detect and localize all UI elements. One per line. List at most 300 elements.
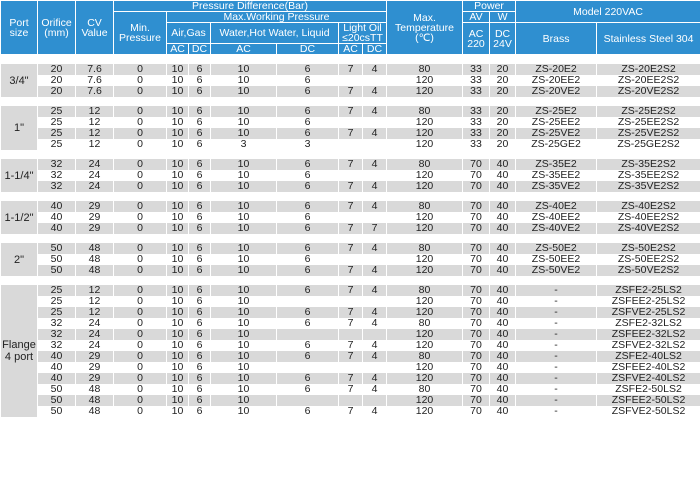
power-dc-cell: 40 — [490, 296, 516, 307]
power-ac-cell: 33 — [463, 139, 490, 150]
water-ac-cell: 10 — [211, 117, 277, 128]
oil-ac-cell — [339, 395, 363, 406]
orifice-cell: 25 — [38, 139, 76, 150]
water-dc-cell: 6 — [277, 86, 339, 97]
header-max-working-pressure: Max.Working Pressure — [167, 12, 387, 23]
water-ac-cell: 10 — [211, 254, 277, 265]
min-pressure-cell: 0 — [114, 329, 167, 340]
oil-dc-cell — [363, 362, 387, 373]
max-temp-cell: 80 — [387, 351, 463, 362]
power-dc-cell: 40 — [490, 223, 516, 234]
table-row — [1, 243, 700, 254]
water-dc-cell: 6 — [277, 373, 339, 384]
model-brass-cell: - — [516, 340, 597, 351]
model-ss304-cell: ZS-35E2S2 — [597, 159, 700, 170]
min-pressure-cell: 0 — [114, 64, 167, 75]
oil-ac-cell: 7 — [339, 106, 363, 117]
model-ss304-cell: ZSFVE2-32LS2 — [597, 340, 700, 351]
max-temp-cell: 80 — [387, 159, 463, 170]
model-brass-cell: ZS-25EE2 — [516, 117, 597, 128]
air-dc-cell: 6 — [189, 223, 211, 234]
table-row — [1, 117, 700, 128]
orifice-cell: 25 — [38, 285, 76, 296]
air-ac-cell: 10 — [167, 329, 189, 340]
header-water-ac: AC — [211, 44, 277, 55]
power-ac-cell: 70 — [463, 170, 490, 181]
water-dc-cell: 6 — [277, 351, 339, 362]
orifice-cell: 25 — [38, 128, 76, 139]
air-ac-cell: 10 — [167, 373, 189, 384]
power-ac-cell: 70 — [463, 329, 490, 340]
air-dc-cell: 6 — [189, 285, 211, 296]
min-pressure-cell: 0 — [114, 265, 167, 276]
group-spacer — [1, 192, 700, 201]
water-dc-cell: 6 — [277, 75, 339, 86]
model-brass-cell: - — [516, 373, 597, 384]
table-row — [1, 307, 700, 318]
header-water: Water,Hot Water, Liquid — [211, 23, 339, 44]
group-spacer — [1, 150, 700, 159]
power-dc-cell: 20 — [490, 139, 516, 150]
water-ac-cell: 10 — [211, 170, 277, 181]
water-dc-cell: 6 — [277, 128, 339, 139]
model-brass-cell: ZS-25E2 — [516, 106, 597, 117]
model-brass-cell: - — [516, 362, 597, 373]
cv-cell: 29 — [76, 351, 114, 362]
header-stainless-steel: Stainless Steel 304 — [597, 23, 700, 55]
power-ac-cell: 70 — [463, 254, 490, 265]
water-ac-cell: 10 — [211, 351, 277, 362]
orifice-cell: 32 — [38, 170, 76, 181]
oil-ac-cell: 7 — [339, 128, 363, 139]
power-dc-cell: 20 — [490, 128, 516, 139]
power-ac-cell: 33 — [463, 106, 490, 117]
power-dc-cell: 40 — [490, 384, 516, 395]
orifice-cell: 25 — [38, 307, 76, 318]
header-brass: Brass — [516, 23, 597, 55]
max-temp-cell: 120 — [387, 254, 463, 265]
air-ac-cell: 10 — [167, 223, 189, 234]
power-ac-cell: 70 — [463, 373, 490, 384]
water-dc-cell: 6 — [277, 384, 339, 395]
power-dc-cell: 40 — [490, 254, 516, 265]
water-ac-cell: 10 — [211, 64, 277, 75]
header-air-ac: AC — [167, 44, 189, 55]
water-ac-cell: 10 — [211, 384, 277, 395]
orifice-cell: 20 — [38, 64, 76, 75]
model-brass-cell: ZS-35E2 — [516, 159, 597, 170]
orifice-cell: 25 — [38, 296, 76, 307]
max-temp-cell: 120 — [387, 340, 463, 351]
port-size-cell: 1" — [1, 106, 38, 150]
water-ac-cell: 10 — [211, 340, 277, 351]
water-ac-cell: 10 — [211, 212, 277, 223]
model-brass-cell: ZS-50E2 — [516, 243, 597, 254]
oil-ac-cell: 7 — [339, 406, 363, 417]
power-dc-cell: 40 — [490, 329, 516, 340]
power-ac-cell: 70 — [463, 351, 490, 362]
oil-ac-cell: 7 — [339, 373, 363, 384]
header-pressure-difference: Pressure Difference(Bar) — [114, 1, 387, 12]
oil-ac-cell: 7 — [339, 181, 363, 192]
model-brass-cell: ZS-20EE2 — [516, 75, 597, 86]
cv-cell: 48 — [76, 265, 114, 276]
table-row — [1, 139, 700, 150]
oil-dc-cell: 7 — [363, 223, 387, 234]
min-pressure-cell: 0 — [114, 285, 167, 296]
min-pressure-cell: 0 — [114, 170, 167, 181]
min-pressure-cell: 0 — [114, 117, 167, 128]
model-brass-cell: ZS-35EE2 — [516, 170, 597, 181]
air-dc-cell: 6 — [189, 362, 211, 373]
orifice-cell: 40 — [38, 223, 76, 234]
cv-cell: 7.6 — [76, 75, 114, 86]
water-dc-cell: 3 — [277, 139, 339, 150]
model-brass-cell: ZS-50EE2 — [516, 254, 597, 265]
power-dc-cell: 40 — [490, 373, 516, 384]
air-dc-cell: 6 — [189, 329, 211, 340]
power-ac-cell: 70 — [463, 318, 490, 329]
group-spacer — [1, 234, 700, 243]
model-ss304-cell: ZSFE2-32LS2 — [597, 318, 700, 329]
air-ac-cell: 10 — [167, 201, 189, 212]
port-size-cell: 1-1/4" — [1, 159, 38, 192]
orifice-cell: 40 — [38, 373, 76, 384]
cv-cell: 29 — [76, 212, 114, 223]
model-ss304-cell: ZS-40VE2S2 — [597, 223, 700, 234]
power-ac-cell: 70 — [463, 307, 490, 318]
orifice-cell: 20 — [38, 75, 76, 86]
air-ac-cell: 10 — [167, 307, 189, 318]
oil-dc-cell: 4 — [363, 265, 387, 276]
min-pressure-cell: 0 — [114, 86, 167, 97]
model-ss304-cell: ZS-35EE2S2 — [597, 170, 700, 181]
oil-ac-cell — [339, 254, 363, 265]
water-dc-cell: 6 — [277, 117, 339, 128]
table-row — [1, 106, 700, 117]
header-ac220: AC 220 — [463, 23, 490, 55]
oil-dc-cell — [363, 117, 387, 128]
oil-ac-cell: 7 — [339, 86, 363, 97]
table-row — [1, 64, 700, 75]
table-row — [1, 340, 700, 351]
oil-dc-cell: 4 — [363, 307, 387, 318]
cv-cell: 48 — [76, 384, 114, 395]
cv-cell: 48 — [76, 406, 114, 417]
water-ac-cell: 10 — [211, 223, 277, 234]
max-temp-cell: 120 — [387, 265, 463, 276]
oil-dc-cell: 4 — [363, 181, 387, 192]
table-row — [1, 254, 700, 265]
oil-ac-cell: 7 — [339, 201, 363, 212]
oil-ac-cell: 7 — [339, 265, 363, 276]
air-dc-cell: 6 — [189, 254, 211, 265]
model-ss304-cell: ZS-35VE2S2 — [597, 181, 700, 192]
group-spacer — [1, 97, 700, 106]
water-ac-cell: 10 — [211, 159, 277, 170]
power-dc-cell: 40 — [490, 159, 516, 170]
min-pressure-cell: 0 — [114, 223, 167, 234]
cv-cell: 12 — [76, 307, 114, 318]
water-ac-cell: 10 — [211, 329, 277, 340]
model-brass-cell: - — [516, 329, 597, 340]
max-temp-cell: 120 — [387, 307, 463, 318]
air-ac-cell: 10 — [167, 265, 189, 276]
oil-ac-cell: 7 — [339, 243, 363, 254]
air-dc-cell: 6 — [189, 340, 211, 351]
cv-cell: 24 — [76, 159, 114, 170]
oil-dc-cell — [363, 329, 387, 340]
cv-cell: 29 — [76, 362, 114, 373]
orifice-cell: 32 — [38, 318, 76, 329]
spacer-cell — [1, 97, 700, 106]
orifice-cell: 40 — [38, 351, 76, 362]
table-row — [1, 212, 700, 223]
oil-ac-cell — [339, 170, 363, 181]
min-pressure-cell: 0 — [114, 362, 167, 373]
air-ac-cell: 10 — [167, 128, 189, 139]
air-ac-cell: 10 — [167, 340, 189, 351]
power-dc-cell: 40 — [490, 201, 516, 212]
cv-cell: 29 — [76, 373, 114, 384]
cv-cell: 29 — [76, 201, 114, 212]
model-ss304-cell: ZS-50EE2S2 — [597, 254, 700, 265]
power-ac-cell: 33 — [463, 128, 490, 139]
air-dc-cell: 6 — [189, 170, 211, 181]
header-oil-ac: AC — [339, 44, 363, 55]
max-temp-cell: 120 — [387, 139, 463, 150]
model-ss304-cell: ZSFE2-40LS2 — [597, 351, 700, 362]
power-dc-cell: 40 — [490, 318, 516, 329]
oil-dc-cell: 4 — [363, 201, 387, 212]
water-ac-cell: 10 — [211, 128, 277, 139]
air-ac-cell: 10 — [167, 181, 189, 192]
power-dc-cell: 40 — [490, 362, 516, 373]
air-dc-cell: 6 — [189, 64, 211, 75]
spec-table-body — [1, 55, 700, 418]
min-pressure-cell: 0 — [114, 296, 167, 307]
water-ac-cell: 10 — [211, 362, 277, 373]
max-temp-cell: 120 — [387, 395, 463, 406]
cv-cell: 24 — [76, 170, 114, 181]
oil-dc-cell: 4 — [363, 64, 387, 75]
power-ac-cell: 70 — [463, 406, 490, 417]
cv-cell: 12 — [76, 296, 114, 307]
power-ac-cell: 33 — [463, 64, 490, 75]
cv-cell: 48 — [76, 395, 114, 406]
max-temp-cell: 120 — [387, 362, 463, 373]
water-dc-cell: 6 — [277, 181, 339, 192]
power-dc-cell: 20 — [490, 64, 516, 75]
air-dc-cell: 6 — [189, 296, 211, 307]
cv-cell: 12 — [76, 128, 114, 139]
table-row — [1, 351, 700, 362]
power-ac-cell: 70 — [463, 384, 490, 395]
oil-ac-cell: 7 — [339, 285, 363, 296]
oil-dc-cell: 4 — [363, 243, 387, 254]
air-dc-cell: 6 — [189, 351, 211, 362]
min-pressure-cell: 0 — [114, 384, 167, 395]
water-ac-cell: 10 — [211, 86, 277, 97]
air-ac-cell: 10 — [167, 406, 189, 417]
spacer-cell — [1, 276, 700, 285]
oil-dc-cell — [363, 139, 387, 150]
model-ss304-cell: ZS-40EE2S2 — [597, 212, 700, 223]
power-ac-cell: 70 — [463, 201, 490, 212]
air-dc-cell: 6 — [189, 201, 211, 212]
water-ac-cell: 10 — [211, 75, 277, 86]
table-row — [1, 181, 700, 192]
power-dc-cell: 40 — [490, 265, 516, 276]
header-cv: CV Value — [76, 1, 114, 55]
air-ac-cell: 10 — [167, 139, 189, 150]
air-ac-cell: 10 — [167, 318, 189, 329]
oil-dc-cell — [363, 170, 387, 181]
model-ss304-cell: ZSFEE2-40LS2 — [597, 362, 700, 373]
min-pressure-cell: 0 — [114, 75, 167, 86]
spacer-cell — [1, 55, 700, 65]
model-brass-cell: ZS-25VE2 — [516, 128, 597, 139]
cv-cell: 24 — [76, 318, 114, 329]
orifice-cell: 40 — [38, 212, 76, 223]
header-w: W — [490, 12, 516, 23]
orifice-cell: 50 — [38, 406, 76, 417]
air-ac-cell: 10 — [167, 384, 189, 395]
power-dc-cell: 20 — [490, 106, 516, 117]
model-brass-cell: ZS-40EE2 — [516, 212, 597, 223]
oil-ac-cell: 7 — [339, 307, 363, 318]
power-ac-cell: 33 — [463, 117, 490, 128]
cv-cell: 12 — [76, 139, 114, 150]
water-dc-cell: 6 — [277, 106, 339, 117]
max-temp-cell: 120 — [387, 75, 463, 86]
model-brass-cell: - — [516, 307, 597, 318]
cv-cell: 12 — [76, 106, 114, 117]
min-pressure-cell: 0 — [114, 106, 167, 117]
air-dc-cell: 6 — [189, 117, 211, 128]
model-ss304-cell: ZSFVE2-50LS2 — [597, 406, 700, 417]
model-ss304-cell: ZS-25VE2S2 — [597, 128, 700, 139]
min-pressure-cell: 0 — [114, 212, 167, 223]
power-dc-cell: 20 — [490, 75, 516, 86]
cv-cell: 7.6 — [76, 86, 114, 97]
water-dc-cell: 6 — [277, 307, 339, 318]
table-row — [1, 128, 700, 139]
max-temp-cell: 120 — [387, 86, 463, 97]
cv-cell: 24 — [76, 329, 114, 340]
air-dc-cell: 6 — [189, 181, 211, 192]
oil-ac-cell: 7 — [339, 384, 363, 395]
model-ss304-cell: ZSFEE2-32LS2 — [597, 329, 700, 340]
power-ac-cell: 70 — [463, 395, 490, 406]
min-pressure-cell: 0 — [114, 340, 167, 351]
air-dc-cell: 6 — [189, 307, 211, 318]
water-ac-cell: 3 — [211, 139, 277, 150]
air-dc-cell: 6 — [189, 212, 211, 223]
orifice-cell: 50 — [38, 254, 76, 265]
cv-cell: 12 — [76, 117, 114, 128]
spacer-cell — [1, 150, 700, 159]
header-model: Model 220VAC — [516, 1, 700, 23]
max-temp-cell: 80 — [387, 285, 463, 296]
oil-dc-cell — [363, 254, 387, 265]
air-ac-cell: 10 — [167, 86, 189, 97]
water-dc-cell: 6 — [277, 406, 339, 417]
orifice-cell: 50 — [38, 265, 76, 276]
model-brass-cell: - — [516, 384, 597, 395]
table-row — [1, 159, 700, 170]
header-air-gas: Air,Gas — [167, 23, 211, 44]
oil-ac-cell — [339, 75, 363, 86]
air-dc-cell: 6 — [189, 159, 211, 170]
power-dc-cell: 40 — [490, 395, 516, 406]
group-spacer — [1, 55, 700, 65]
oil-ac-cell: 7 — [339, 223, 363, 234]
min-pressure-cell: 0 — [114, 318, 167, 329]
model-ss304-cell: ZS-25EE2S2 — [597, 117, 700, 128]
header-orifice: Orifice (mm) — [38, 1, 76, 55]
header-max-temperature: Max. Temperature (℃) — [387, 1, 463, 55]
min-pressure-cell: 0 — [114, 128, 167, 139]
oil-ac-cell: 7 — [339, 340, 363, 351]
header-dc24v: DC 24V — [490, 23, 516, 55]
cv-cell: 48 — [76, 254, 114, 265]
min-pressure-cell: 0 — [114, 307, 167, 318]
power-dc-cell: 40 — [490, 406, 516, 417]
water-ac-cell: 10 — [211, 285, 277, 296]
max-temp-cell: 80 — [387, 201, 463, 212]
header-power: Power — [463, 1, 516, 12]
oil-dc-cell — [363, 75, 387, 86]
oil-ac-cell — [339, 362, 363, 373]
max-temp-cell: 120 — [387, 170, 463, 181]
power-ac-cell: 70 — [463, 296, 490, 307]
table-row — [1, 406, 700, 417]
air-dc-cell: 6 — [189, 406, 211, 417]
model-ss304-cell: ZSFE2-50LS2 — [597, 384, 700, 395]
oil-ac-cell — [339, 139, 363, 150]
water-ac-cell: 10 — [211, 296, 277, 307]
air-ac-cell: 10 — [167, 351, 189, 362]
power-ac-cell: 70 — [463, 212, 490, 223]
air-ac-cell: 10 — [167, 243, 189, 254]
orifice-cell: 50 — [38, 384, 76, 395]
min-pressure-cell: 0 — [114, 351, 167, 362]
port-size-cell: 2" — [1, 243, 38, 276]
orifice-cell: 32 — [38, 329, 76, 340]
min-pressure-cell: 0 — [114, 243, 167, 254]
port-size-cell: Flange 4 port — [1, 285, 38, 417]
oil-dc-cell: 4 — [363, 159, 387, 170]
table-row — [1, 285, 700, 296]
min-pressure-cell: 0 — [114, 139, 167, 150]
power-dc-cell: 40 — [490, 351, 516, 362]
model-ss304-cell: ZS-40E2S2 — [597, 201, 700, 212]
header-oil-dc: DC — [363, 44, 387, 55]
model-brass-cell: ZS-50VE2 — [516, 265, 597, 276]
table-row — [1, 318, 700, 329]
max-temp-cell: 120 — [387, 329, 463, 340]
water-dc-cell: 6 — [277, 170, 339, 181]
port-size-cell: 3/4" — [1, 64, 38, 97]
max-temp-cell: 120 — [387, 406, 463, 417]
air-ac-cell: 10 — [167, 170, 189, 181]
water-dc-cell: 6 — [277, 159, 339, 170]
water-dc-cell — [277, 329, 339, 340]
oil-ac-cell: 7 — [339, 318, 363, 329]
oil-dc-cell: 4 — [363, 318, 387, 329]
oil-ac-cell — [339, 212, 363, 223]
